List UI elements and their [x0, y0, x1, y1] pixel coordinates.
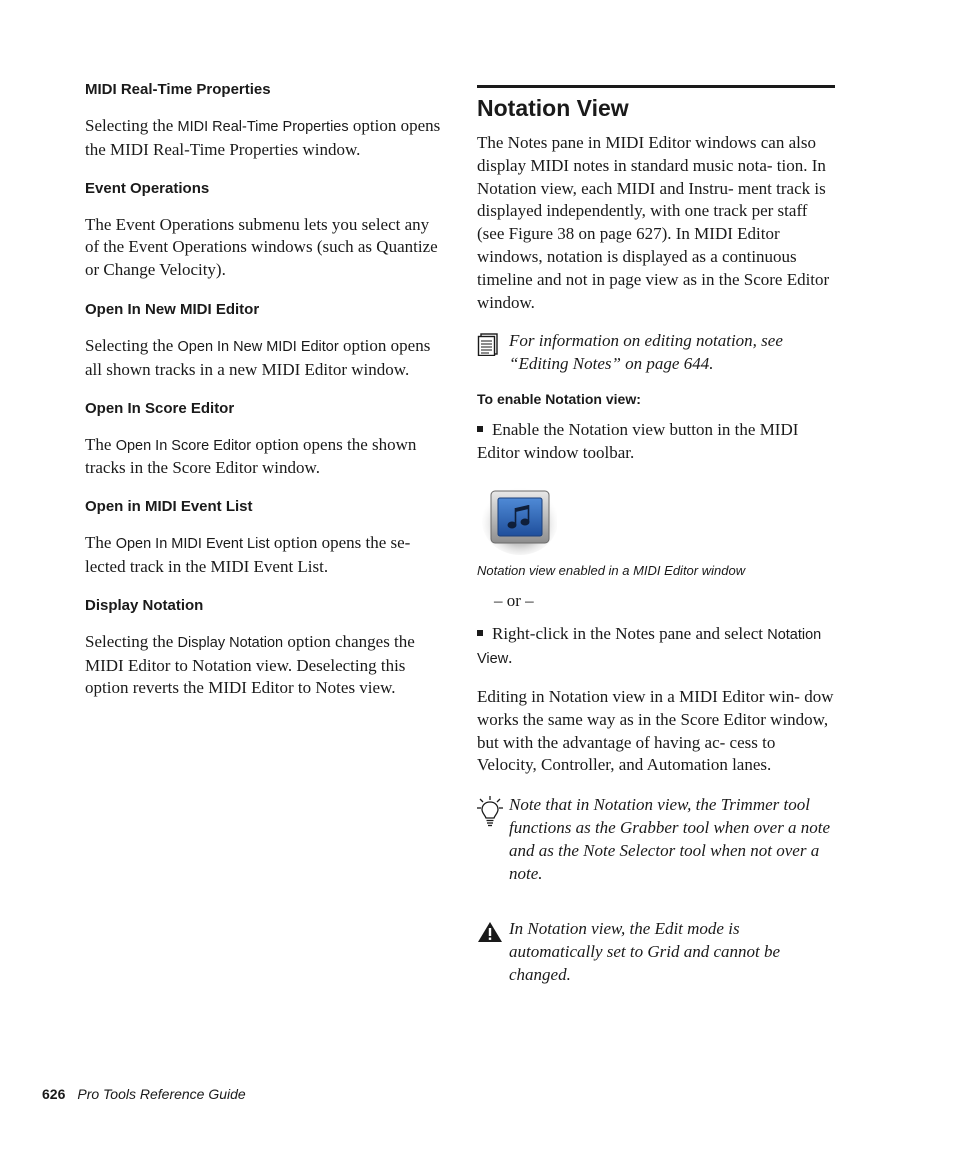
section-heading: Open in MIDI Event List — [85, 498, 253, 516]
section-body: The Open In Score Editor option opens the shown tracks in the Score Editor window. — [85, 434, 417, 478]
section-open-new-midi-editor — [85, 300, 443, 382]
section-body: Selecting the MIDI Real-Time Properties option opens the MIDI Real-Time Properties window. — [85, 116, 441, 159]
section-body: The Event Operations submenu lets you select any of the Event Operations windows (such as Quantize or Change Velocity). — [85, 214, 438, 280]
section-heading: MIDI Real-Time Properties — [85, 81, 271, 98]
warning-callout — [477, 918, 835, 986]
section-body: Selecting the Open In New MIDI Editor option opens all shown tracks in a new MIDI Editor window. — [85, 335, 431, 379]
intro-paragraph: The Notes pane in MIDI Editor windows can also display MIDI notes in standard music nota- tion. In Notation view, each MIDI and Instru- ment track is displayed independently, with one track per staff (see Figure 38 on page 627). In MIDI Editor windows, notation is displayed as a continuous timeline and not in page view as in the Score Editor window. — [477, 133, 830, 312]
page-title: Notation View — [477, 85, 835, 122]
bullet-marker — [477, 630, 483, 636]
tip-text: Note that in Notation view, the Trimmer tool functions as the Grabber tool when over a note and as the Note Selector tool when not over a note. — [509, 795, 831, 883]
warning-icon — [477, 918, 509, 948]
guide-title: Pro Tools Reference Guide — [77, 1086, 246, 1102]
figure-caption: Notation view enabled in a MIDI Editor window — [477, 562, 746, 578]
bullet-step-2: Right-click in the Notes pane and select Notation View. — [477, 624, 822, 668]
section-midi-realtime — [85, 80, 443, 162]
lightbulb-icon — [477, 794, 509, 833]
section-event-operations — [85, 179, 443, 283]
section-heading: Event Operations — [85, 179, 210, 197]
or-separator: – or – — [494, 590, 534, 610]
right-column — [477, 85, 835, 987]
section-body: The Open In MIDI Event List option opens the se- lected track in the MIDI Event List. — [85, 533, 411, 576]
page-number: 626 — [42, 1086, 66, 1102]
section-open-midi-event-list — [85, 497, 443, 579]
warning-text: In Notation view, the Edit mode is automatically set to Grid and cannot be changed. — [509, 919, 781, 984]
section-open-score-editor — [85, 399, 443, 481]
section-body: Selecting the Display Notation option changes the MIDI Editor to Notation view. Deselecting this option reverts the MIDI Editor to Notes view. — [85, 631, 415, 698]
left-column — [85, 80, 443, 700]
bullet-marker — [477, 426, 483, 432]
note-callout — [477, 330, 835, 376]
tip-callout — [477, 794, 835, 885]
procedure-heading: To enable Notation view: — [477, 390, 641, 407]
notation-view-button-icon — [477, 483, 557, 555]
section-display-notation — [85, 596, 443, 700]
bullet-step-1: Enable the Notation view button in the MIDI Editor window toolbar. — [477, 419, 799, 462]
section-heading: Open In Score Editor — [85, 399, 235, 417]
page-footer — [42, 1086, 246, 1102]
section-heading: Open In New MIDI Editor — [85, 300, 260, 318]
body-paragraph-2: Editing in Notation view in a MIDI Editor win- dow works the same way as in the Score Editor window, but with the advantage of having ac- cess to Velocity, Controller, and Automation lanes. — [477, 686, 834, 775]
note-text: For information on editing notation, see “Editing Notes” on page 644. — [509, 331, 783, 374]
notation-view-button[interactable] — [477, 483, 557, 555]
section-heading: Display Notation — [85, 596, 204, 614]
note-icon — [477, 330, 509, 361]
